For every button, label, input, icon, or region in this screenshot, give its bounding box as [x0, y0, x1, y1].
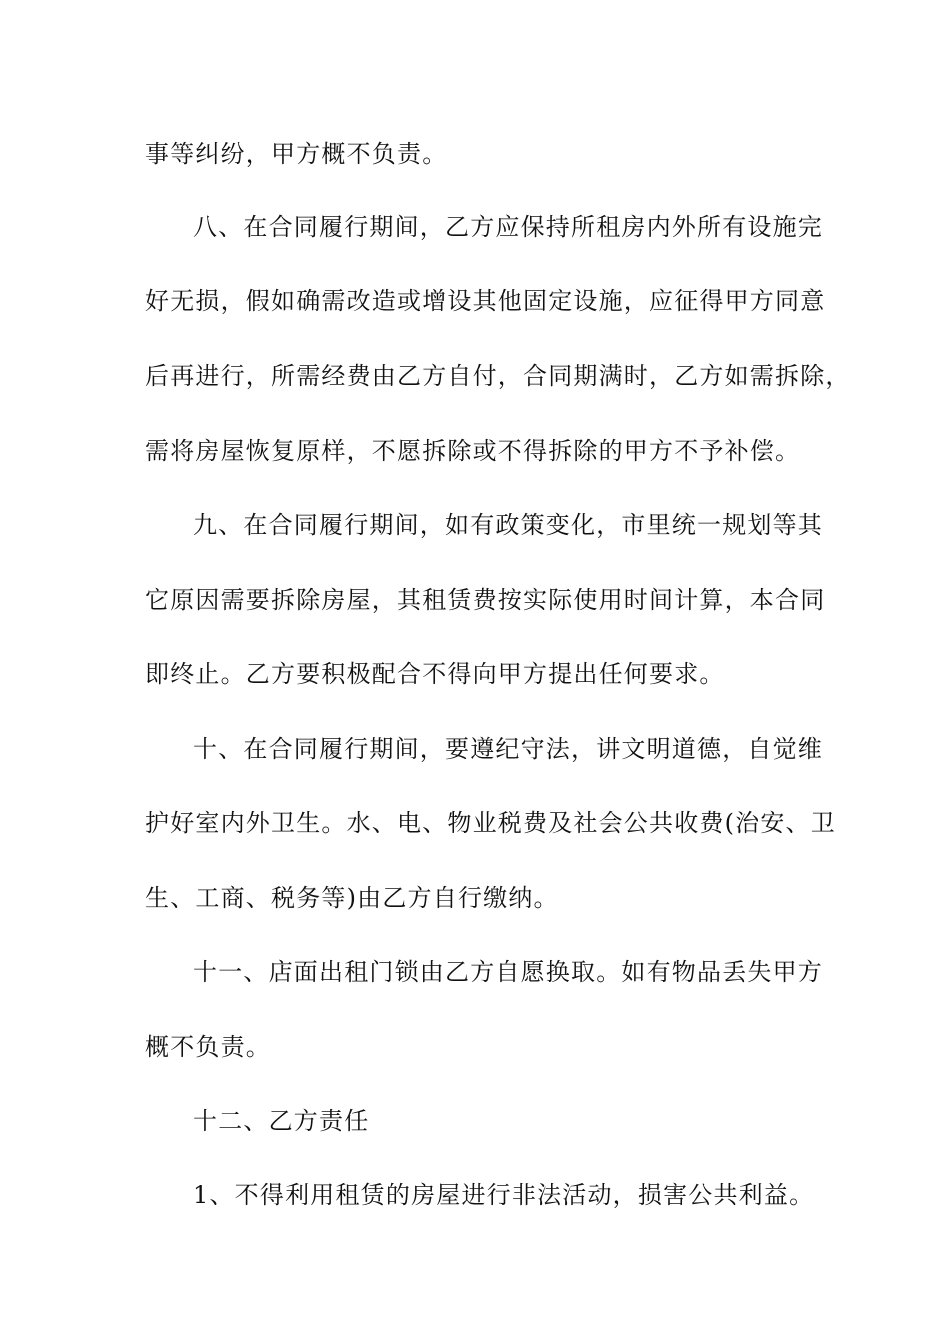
- text-line: 生、工商、税务等)由乙方自行缴纳。: [145, 884, 559, 912]
- text-line: 十一、店面出租门锁由乙方自愿换取。如有物品丢失甲方: [193, 958, 823, 986]
- text-line: 九、在合同履行期间，如有政策变化，市里统一规划等其: [193, 511, 823, 539]
- text-line: 好无损，假如确需改造或增设其他固定设施，应征得甲方同意: [145, 287, 826, 315]
- text-line: 护好室内外卫生。水、电、物业税费及社会公共收费(治安、卫: [145, 809, 836, 837]
- text-line: 十二、乙方责任: [193, 1107, 370, 1135]
- text-line: 概不负责。: [145, 1033, 271, 1061]
- text-line: 1、不得利用租赁的房屋进行非法活动，损害公共利益。: [193, 1181, 815, 1209]
- text-line: 需将房屋恢复原样，不愿拆除或不得拆除的甲方不予补偿。: [145, 437, 801, 465]
- text-line: 八、在合同履行期间，乙方应保持所租房内外所有设施完: [193, 213, 823, 241]
- text-line: 即终止。乙方要积极配合不得向甲方提出任何要求。: [145, 660, 725, 688]
- text-line: 它原因需要拆除房屋，其租赁费按实际使用时间计算，本合同: [145, 586, 826, 614]
- text-line: 十、在合同履行期间，要遵纪守法，讲文明道德，自觉维: [193, 735, 823, 763]
- text-line: 后再进行，所需经费由乙方自付，合同期满时，乙方如需拆除，: [145, 362, 851, 390]
- text-line: 事等纠纷，甲方概不负责。: [145, 140, 448, 168]
